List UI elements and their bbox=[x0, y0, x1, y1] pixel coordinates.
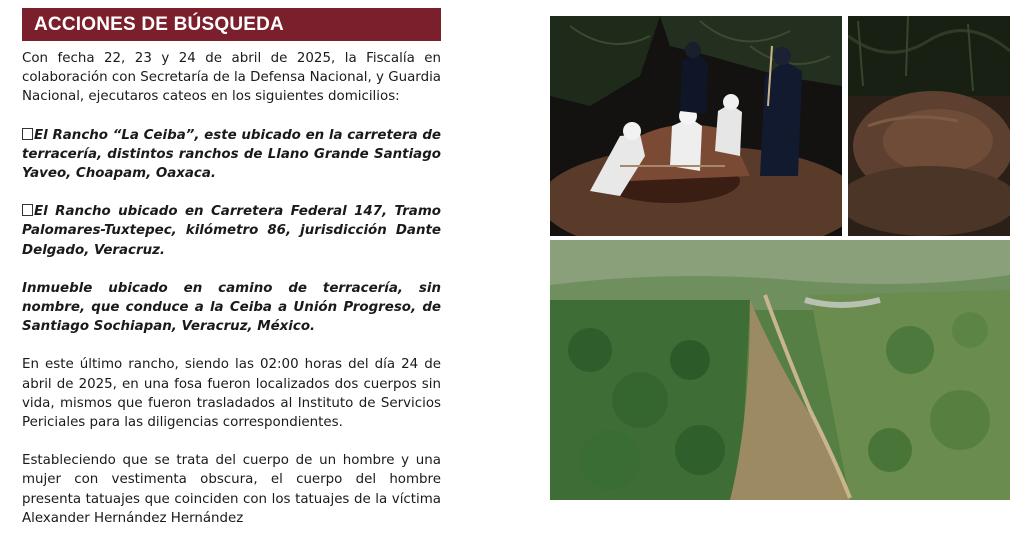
document-body bbox=[22, 49, 441, 547]
location-item-1 bbox=[22, 126, 441, 184]
grave-site-photo bbox=[848, 16, 1010, 236]
bullet-box-icon bbox=[22, 128, 33, 140]
location-item-3 bbox=[22, 279, 441, 337]
intro-paragraph: Con fecha 22, 23 y 24 de abril de 2025, la Fiscalía en colaboración con Secretaría de la Defensa Nacional, y Guardia Nacional, ejecutaros cateos en los siguientes domicilios: bbox=[22, 51, 441, 105]
location-item-2 bbox=[22, 202, 441, 260]
identification-paragraph: Estableciendo que se trata del cuerpo de un hombre y una mujer con vestimenta obscura, el cuerpo del hombre presenta tatuajes que coinciden con los tatuajes de la víctima Alexander Hernández Hernández bbox=[22, 453, 441, 526]
aerial-terrain-photo bbox=[550, 240, 1010, 500]
location-text: El Rancho “La Ceiba”, este ubicado en la carretera de terracería, distintos ranchos de Llano Grande Santiago Yaveo, Choapam, Oaxaca. bbox=[22, 127, 441, 182]
excavation-photo bbox=[550, 16, 842, 236]
finding-paragraph: En este último rancho, siendo las 02:00 horas del día 24 de abril de 2025, en una fosa fueron localizados dos cuerpos sin vida, mismos que fueron trasladados al Instituto de Servicios Periciales para las diligencias correspondientes. bbox=[22, 357, 441, 431]
bullet-box-icon bbox=[22, 204, 33, 216]
section-title: ACCIONES DE BÚSQUEDA bbox=[22, 8, 441, 41]
location-text: Inmueble ubicado en camino de terracería, sin nombre, que conduce a la Ceiba a Unión Progreso, de Santiago Sochiapan, Veracruz, México. bbox=[22, 280, 441, 335]
location-text: El Rancho ubicado en Carretera Federal 147, Tramo Palomares-Tuxtepec, kilómetro 86, jurisdicción Dante Delgado, Veracruz. bbox=[22, 204, 441, 258]
